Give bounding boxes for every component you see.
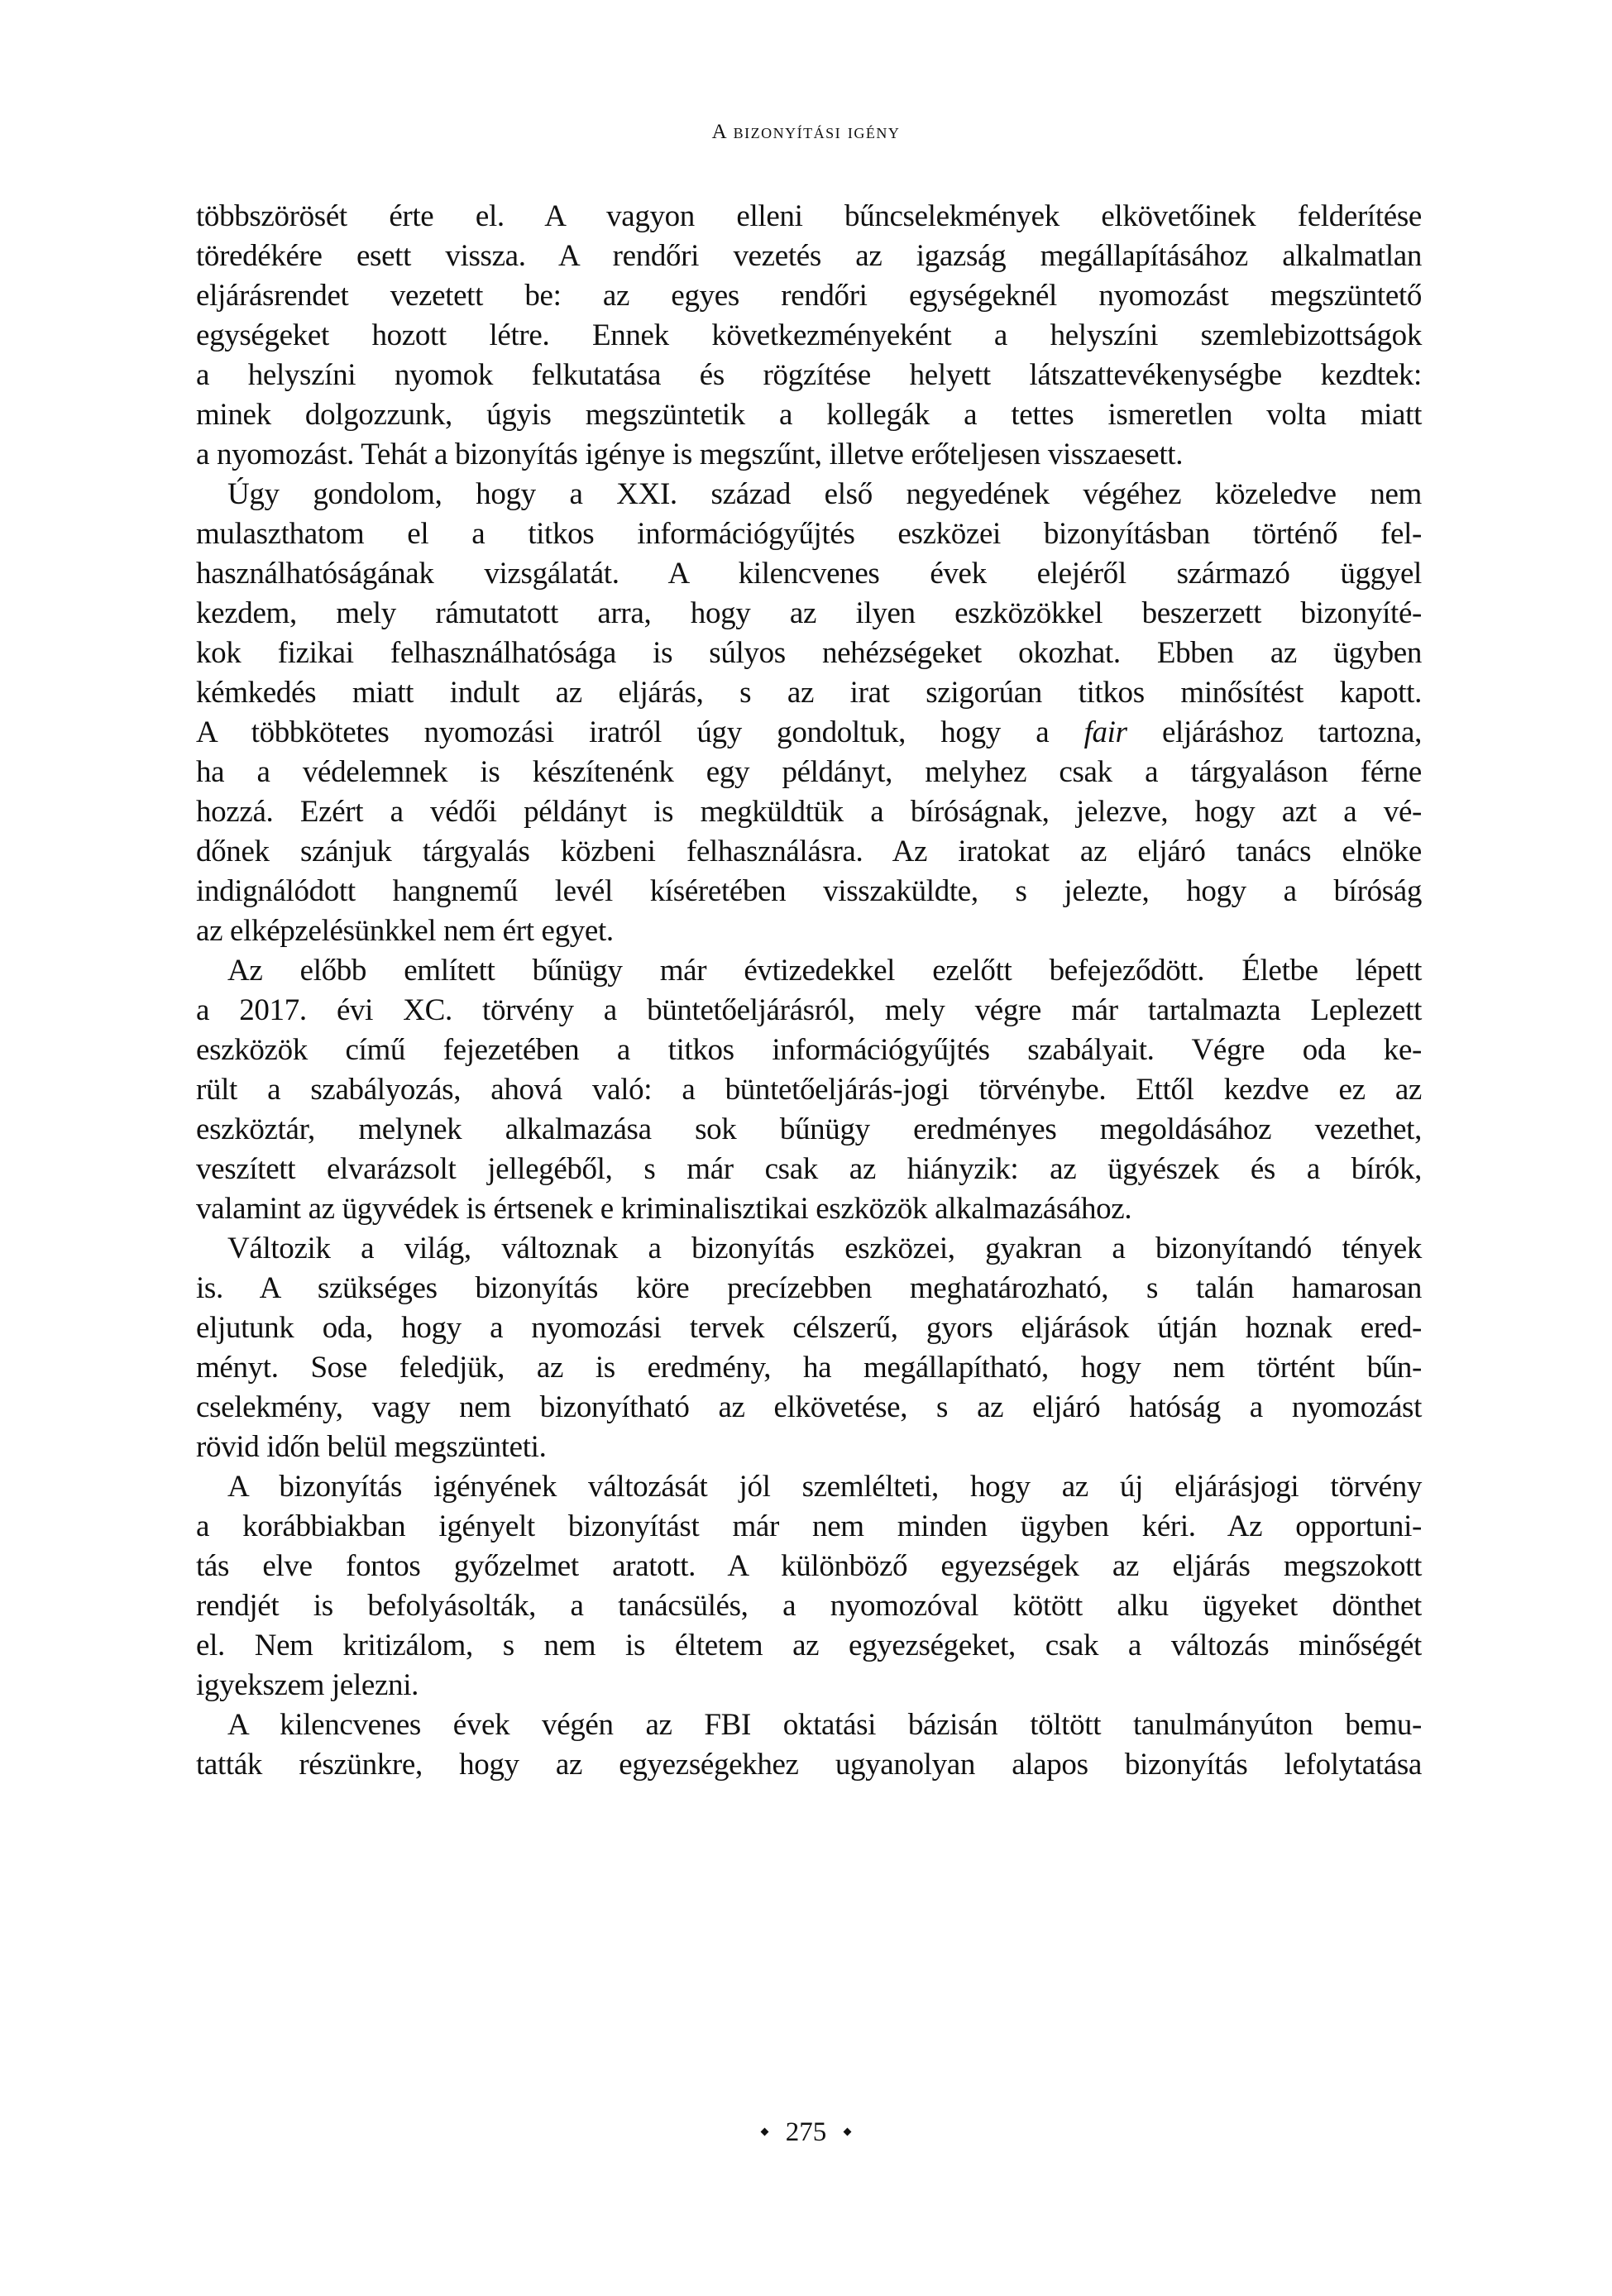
text-line: mulaszthatom el a titkos információgyűjtés eszközei bizonyításban történő fel- <box>196 517 1422 551</box>
text-line: indignálódott hangnemű levél kíséretében visszaküldte, s jelezte, hogy a bíróság <box>196 874 1422 908</box>
text-line: A bizonyítás igényének változását jól szemlélteti, hogy az új eljárásjogi törvény <box>227 1470 1422 1504</box>
text-line: kémkedés miatt indult az eljárás, s az irat szigorúan titkos minősítést kapott. <box>196 676 1422 710</box>
text-line: valamint az ügyvédek is értsenek e kriminalisztikai eszközök alkalmazásához. <box>196 1192 1132 1226</box>
text-line: az elképzelésünkkel nem ért egyet. <box>196 914 614 948</box>
text-line: minek dolgozzunk, úgyis megszüntetik a kollegák a tettes ismeretlen volta miatt <box>196 398 1422 432</box>
paragraph <box>196 1705 1422 1785</box>
italic-term: fair <box>1083 715 1127 749</box>
text-line: eljárásrendet vezetett be: az egyes rendőri egységeknél nyomozást megszüntető <box>196 279 1422 313</box>
text-line: is. A szükséges bizonyítás köre precízebben meghatározható, s talán hamarosan <box>196 1271 1422 1305</box>
text-line: ményt. Sose feledjük, az is eredmény, ha megállapítható, hogy nem történt bűn- <box>196 1351 1422 1385</box>
text-line: eljutunk oda, hogy a nyomozási tervek célszerű, gyors eljárások útján hoznak ered- <box>196 1311 1422 1345</box>
text-line: a 2017. évi XC. törvény a büntetőeljárásról, mely végre már tartalmazta Leplezett <box>196 993 1422 1027</box>
text-line: A többkötetes nyomozási iratról úgy gondoltuk, hogy a fair eljáráshoz tartozna, <box>196 715 1422 749</box>
text-line: A kilencvenes évek végén az FBI oktatási bázisán töltött tanulmányúton bemu- <box>227 1708 1422 1742</box>
text-line: eszköztár, melynek alkalmazása sok bűnügy eredményes megoldásához vezethet, <box>196 1112 1422 1146</box>
text-line: egységeket hozott létre. Ennek következményeként a helyszíni szemlebizottságok <box>196 318 1422 352</box>
running-head: A bizonyítási igény <box>711 121 901 143</box>
paragraph <box>196 951 1422 1229</box>
paragraph <box>196 475 1422 951</box>
text-line: cselekmény, vagy nem bizonyítható az elkövetése, s az eljáró hatóság a nyomozást <box>196 1390 1422 1424</box>
text-line: eszközök című fejezetében a titkos információgyűjtés szabályait. Végre oda ke- <box>196 1033 1422 1067</box>
text-line: használhatóságának vizsgálatát. A kilencvenes évek elejéről származó üggyel <box>196 557 1422 591</box>
text-line: el. Nem kritizálom, s nem is éltetem az egyezségeket, csak a változás minőségét <box>196 1629 1422 1662</box>
text-line: rült a szabályozás, ahová való: a büntetőeljárás-jogi törvénybe. Ettől kezdve ez az <box>196 1073 1422 1107</box>
paragraph <box>196 1229 1422 1467</box>
text-line: Az előbb említett bűnügy már évtizedekkel ezelőtt befejeződött. Életbe lépett <box>227 954 1422 988</box>
page-footer <box>0 2117 1612 2148</box>
text-line: többszörösét érte el. A vagyon elleni bűncselekmények elkövetőinek felderítése <box>196 199 1422 233</box>
text-line: töredékére esett vissza. A rendőri vezetés az igazság megállapításához alkalmatlan <box>196 239 1422 273</box>
text-line: ha a védelemnek is készítenénk egy példányt, melyhez csak a tárgyaláson férne <box>196 755 1422 789</box>
body-text <box>196 197 1422 1785</box>
paragraph <box>196 1467 1422 1705</box>
page-number: 275 <box>785 2117 827 2147</box>
text-line: rendjét is befolyásolták, a tanácsülés, a nyomozóval kötött alku ügyeket dönthet <box>196 1589 1422 1623</box>
text-line: igyekszem jelezni. <box>196 1668 419 1702</box>
paragraph <box>196 197 1422 475</box>
text-line: kezdem, mely rámutatott arra, hogy az ilyen eszközökkel beszerzett bizonyíté- <box>196 596 1422 630</box>
text-line: Úgy gondolom, hogy a XXI. század első negyedének végéhez közeledve nem <box>227 477 1422 511</box>
text-line: veszített elvarázsolt jellegéből, s már csak az hiányzik: az ügyészek és a bírók, <box>196 1152 1422 1186</box>
text-line: a nyomozást. Tehát a bizonyítás igénye is megszűnt, illetve erőteljesen visszaesett. <box>196 438 1184 471</box>
text-line: a korábbiakban igényelt bizonyítást már nem minden ügyben kéri. Az opportuni- <box>196 1509 1422 1543</box>
text-line: a helyszíni nyomok felkutatása és rögzítése helyett látszattevékenységbe kezdtek: <box>196 358 1422 392</box>
text-line: rövid időn belül megszünteti. <box>196 1430 547 1464</box>
bullet-right-icon <box>844 2127 852 2136</box>
bullet-left-icon <box>760 2127 768 2136</box>
text-line: kok fizikai felhasználhatósága is súlyos nehézségeket okozhat. Ebben az ügyben <box>196 636 1422 670</box>
text-line: tás elve fontos győzelmet aratott. A különböző egyezségek az eljárás megszokott <box>196 1549 1422 1583</box>
text-line: tatták részünkre, hogy az egyezségekhez ugyanolyan alapos bizonyítás lefolytatása <box>196 1748 1422 1782</box>
text-line: hozzá. Ezért a védői példányt is megküldtük a bíróságnak, jelezve, hogy azt a vé- <box>196 795 1422 829</box>
text-line: dőnek szánjuk tárgyalás közbeni felhasználásra. Az iratokat az eljáró tanács elnöke <box>196 835 1422 868</box>
text-line: Változik a világ, változnak a bizonyítás eszközei, gyakran a bizonyítandó tények <box>227 1232 1422 1265</box>
